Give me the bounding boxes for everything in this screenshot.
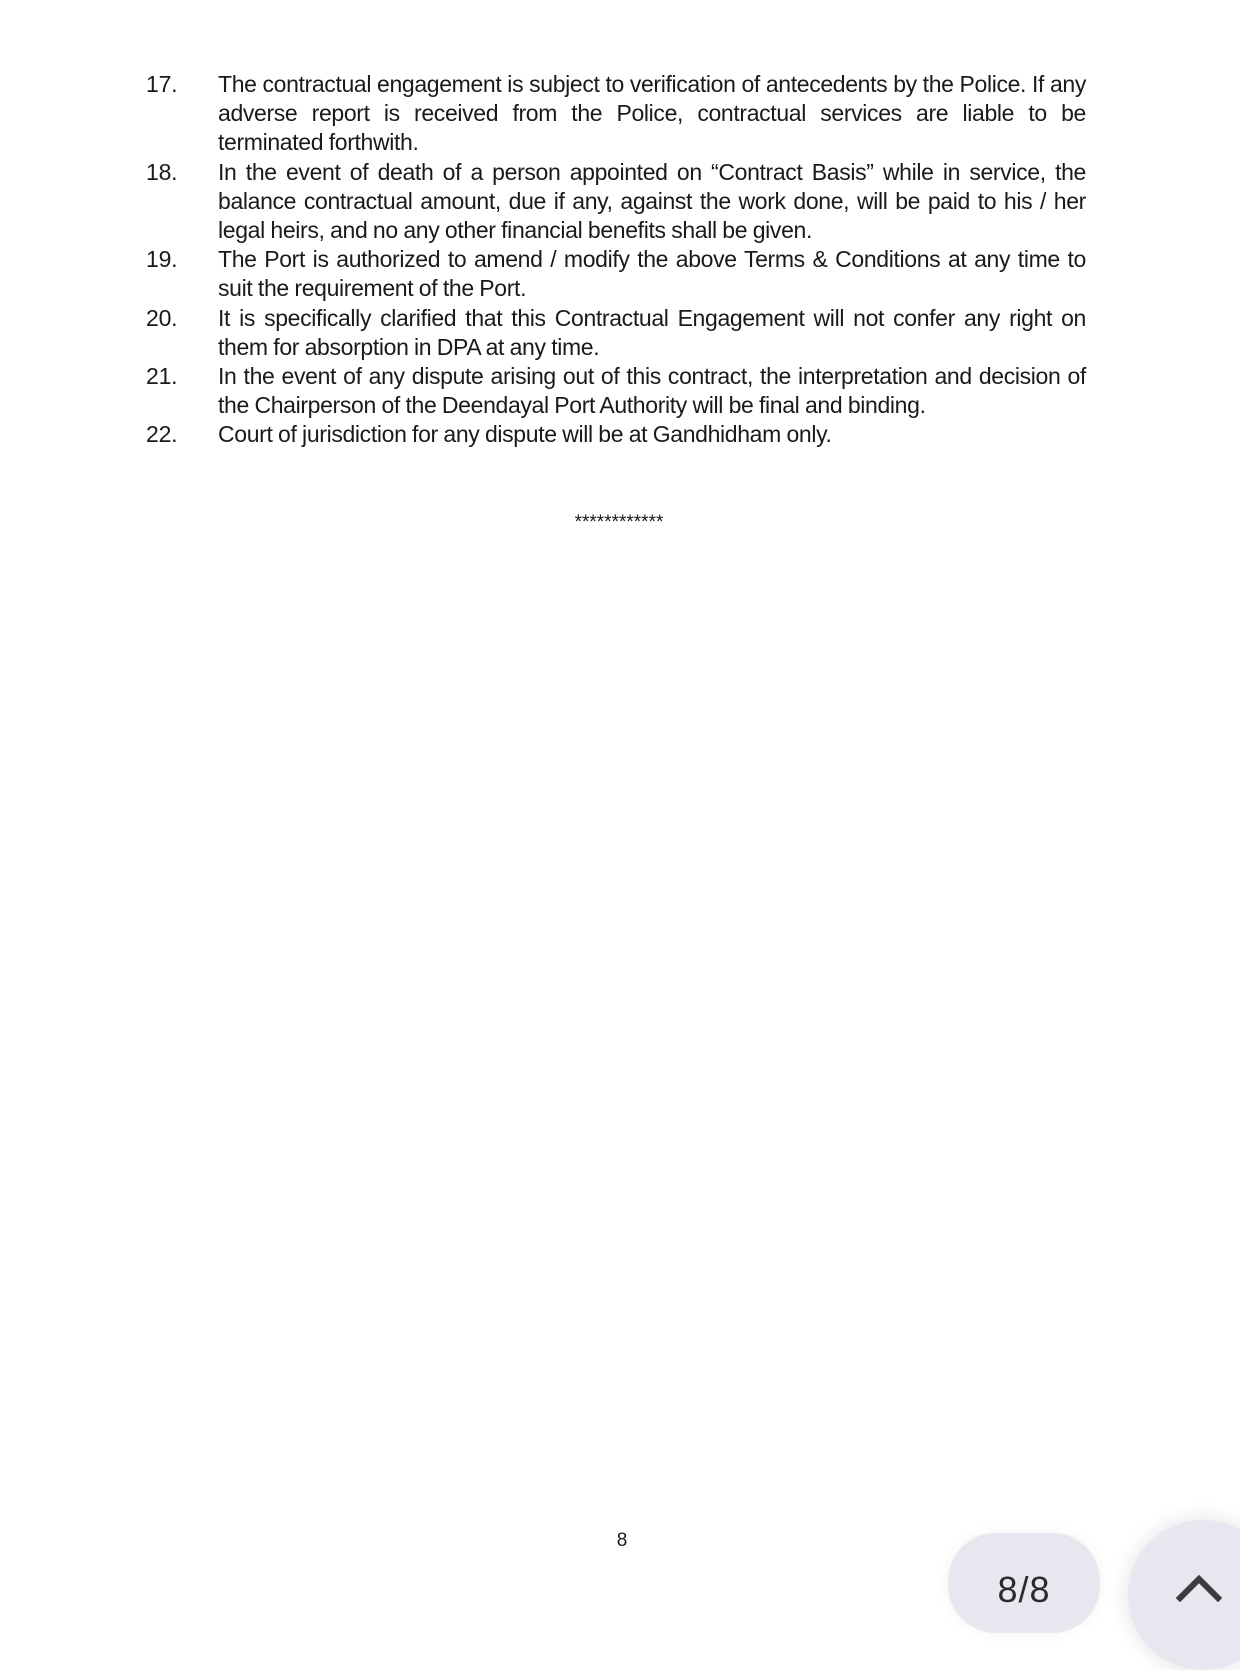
- list-item: [146, 420, 1086, 449]
- page-indicator-text: 8/8: [997, 1569, 1051, 1610]
- item-text: The Port is authorized to amend / modify the above Terms & Conditions at any time to suit the requirement of the Port.: [218, 246, 1086, 302]
- item-text: In the event of any dispute arising out of this contract, the interpretation and decision of the Chairperson of the Deendayal Port Authority will be final and binding.: [218, 363, 1086, 419]
- item-number: 21.: [146, 363, 178, 390]
- list-item: [146, 70, 1086, 158]
- item-number: 19.: [146, 246, 178, 273]
- chevron-up-icon: [1176, 1572, 1222, 1602]
- list-item: [146, 245, 1086, 303]
- item-number: 22.: [146, 421, 178, 448]
- terms-list: [146, 70, 1086, 450]
- item-text: Court of jurisdiction for any dispute will be at Gandhidham only.: [218, 421, 832, 448]
- list-item: [146, 304, 1086, 362]
- item-number: 20.: [146, 304, 178, 331]
- item-number: 18.: [146, 158, 178, 185]
- item-text: The contractual engagement is subject to verification of antecedents by the Police. If any adverse report is received from the Police, contractual services are liable to be terminated forthwith.: [218, 71, 1086, 156]
- page-indicator[interactable]: [948, 1533, 1100, 1633]
- list-item: [146, 362, 1086, 420]
- page-number: 8: [616, 1530, 628, 1551]
- end-marker: [0, 512, 1240, 534]
- end-marker-text: ************: [574, 512, 664, 533]
- list-item: [146, 158, 1086, 246]
- item-text: In the event of death of a person appointed on “Contract Basis” while in service, the balance contractual amount, due if any, against the work done, will be paid to his / her legal heirs, and no any other financial benefits shall be given.: [218, 158, 1086, 244]
- item-number: 17.: [146, 71, 178, 97]
- item-text: It is specifically clarified that this Contractual Engagement will not confer any right on them for absorption in DPA at any time.: [218, 304, 1086, 360]
